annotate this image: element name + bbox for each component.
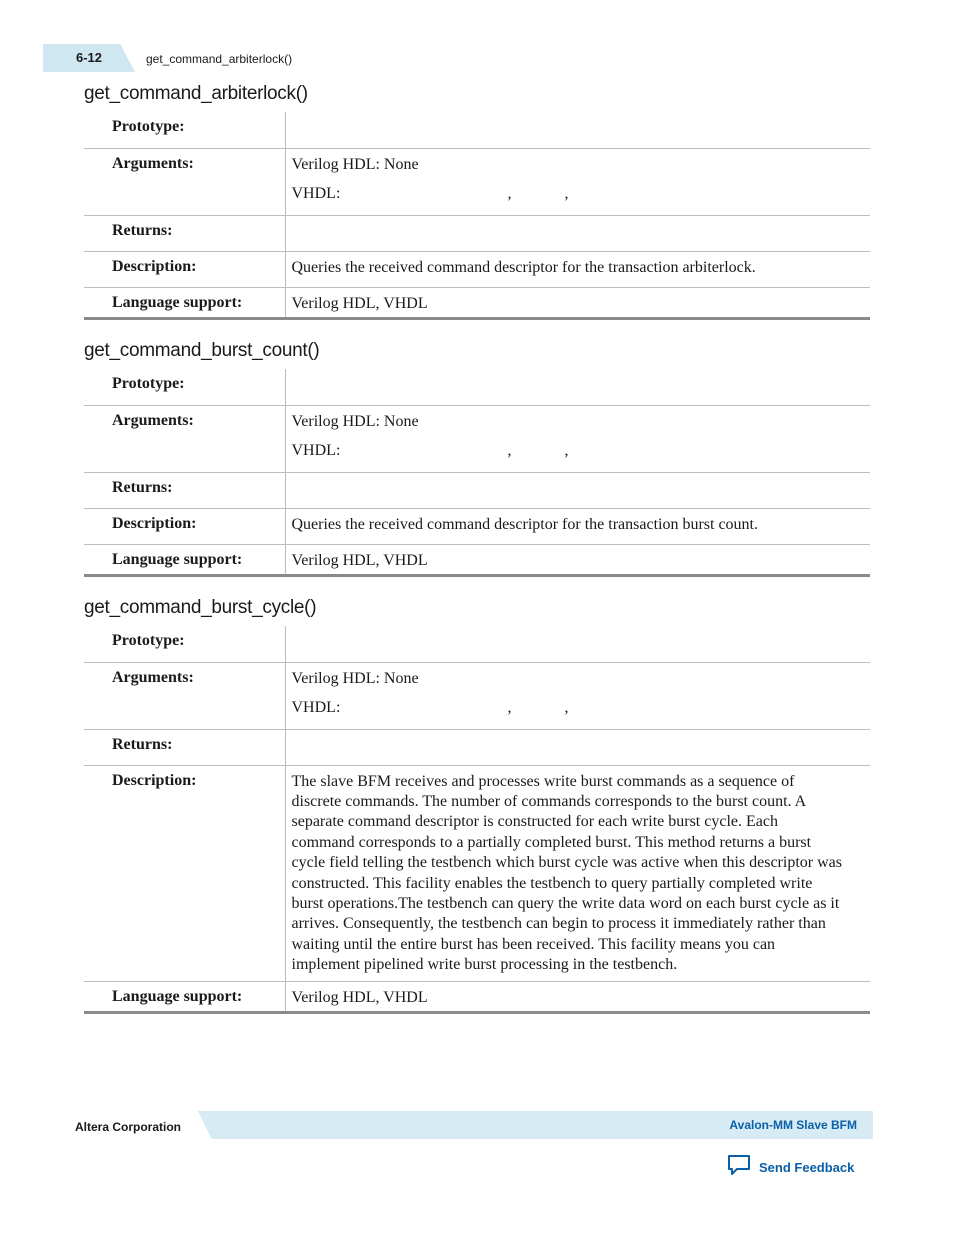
speech-bubble-icon (727, 1154, 751, 1181)
arguments-vhdl-line (292, 441, 847, 461)
row-label: Prototype: (84, 626, 285, 662)
row-language-support: Verilog HDL, VHDL (291, 294, 428, 312)
table-row-arguments (84, 148, 870, 215)
table-row-returns (84, 729, 870, 765)
table-row-prototype (84, 369, 870, 405)
comma: , (564, 184, 569, 202)
comma: , (507, 441, 512, 459)
row-description: Queries the received command descriptor for the transaction arbiterlock. (291, 258, 756, 276)
row-value (285, 112, 870, 148)
comma: , (564, 698, 569, 716)
row-value (285, 729, 870, 765)
arguments-vhdl: VHDL: (291, 441, 341, 459)
row-label: Prototype: (84, 112, 285, 148)
row-label: Returns: (84, 472, 285, 508)
table-row-description (84, 765, 870, 981)
page-number: 6-12 (76, 50, 103, 65)
api-table (84, 626, 870, 1014)
section-get-command-arbiterlock (84, 82, 870, 320)
row-value (285, 626, 870, 662)
arguments-vhdl: VHDL: (291, 698, 341, 716)
comma: , (507, 184, 512, 202)
row-value (285, 148, 870, 215)
table-row-language-support (84, 287, 870, 318)
row-label: Prototype: (84, 369, 285, 405)
row-label: Arguments: (84, 405, 285, 472)
row-value (285, 369, 870, 405)
row-label: Arguments: (84, 662, 285, 729)
row-label: Description: (84, 251, 285, 287)
arguments-verilog: Verilog HDL: None (291, 155, 419, 173)
row-value (285, 405, 870, 472)
comma: , (564, 441, 569, 459)
section-get-command-burst-count (84, 339, 870, 577)
running-title: get_command_arbiterlock() (146, 52, 293, 66)
arguments-vhdl-line (292, 184, 847, 204)
row-label: Description: (84, 508, 285, 544)
arguments-verilog: Verilog HDL: None (291, 412, 419, 430)
row-value (285, 662, 870, 729)
table-row-language-support (84, 544, 870, 575)
table-row-arguments (84, 662, 870, 729)
row-value (285, 472, 870, 508)
arguments-vhdl: VHDL: (291, 184, 341, 202)
row-label: Description: (84, 765, 285, 981)
api-table (84, 112, 870, 320)
row-label: Language support: (84, 544, 285, 575)
section-title: get_command_burst_count() (84, 340, 320, 361)
comma: , (507, 698, 512, 716)
row-label: Arguments: (84, 148, 285, 215)
row-label: Language support: (84, 287, 285, 318)
table-row-language-support (84, 981, 870, 1012)
row-language-support: Verilog HDL, VHDL (291, 988, 428, 1006)
row-value (285, 215, 870, 251)
footer-chapter-title: Avalon-MM Slave BFM (729, 1118, 857, 1132)
section-title: get_command_arbiterlock() (84, 83, 308, 104)
table-row-returns (84, 215, 870, 251)
row-label: Returns: (84, 729, 285, 765)
row-label: Language support: (84, 981, 285, 1012)
table-row-prototype (84, 112, 870, 148)
arguments-verilog: Verilog HDL: None (291, 669, 419, 687)
table-row-description (84, 251, 870, 287)
table-row-description (84, 508, 870, 544)
row-description: Queries the received command descriptor for the transaction burst count. (291, 515, 758, 533)
section-title: get_command_burst_cycle() (84, 597, 317, 618)
arguments-vhdl-line (292, 698, 847, 718)
footer-company: Altera Corporation (75, 1120, 182, 1134)
section-get-command-burst-cycle (84, 596, 870, 1014)
api-table (84, 369, 870, 577)
table-row-prototype (84, 626, 870, 662)
table-row-arguments (84, 405, 870, 472)
table-row-returns (84, 472, 870, 508)
send-feedback-label: Send Feedback (759, 1160, 855, 1175)
row-description: The slave BFM receives and processes write burst commands as a sequence of discrete commands. The number of commands corresponds to the burst count. A separate command descriptor is constructed for each write burst cycle. Each command corresponds to a partially completed burst. This method returns a burst cycle field telling the testbench which burst cycle was active when this descriptor was constructed. This facility enables the testbench to query partially completed write burst operations.The testbench can query the write data word on each burst cycle as it arrives. Consequently, the testbench can begin to process it immediately rather than waiting until the entire burst has been received. This facility means you can implement pipelined write burst processing in the testbench. (291, 772, 842, 974)
row-label: Returns: (84, 215, 285, 251)
row-language-support: Verilog HDL, VHDL (291, 551, 428, 569)
send-feedback-link[interactable] (727, 1154, 854, 1181)
